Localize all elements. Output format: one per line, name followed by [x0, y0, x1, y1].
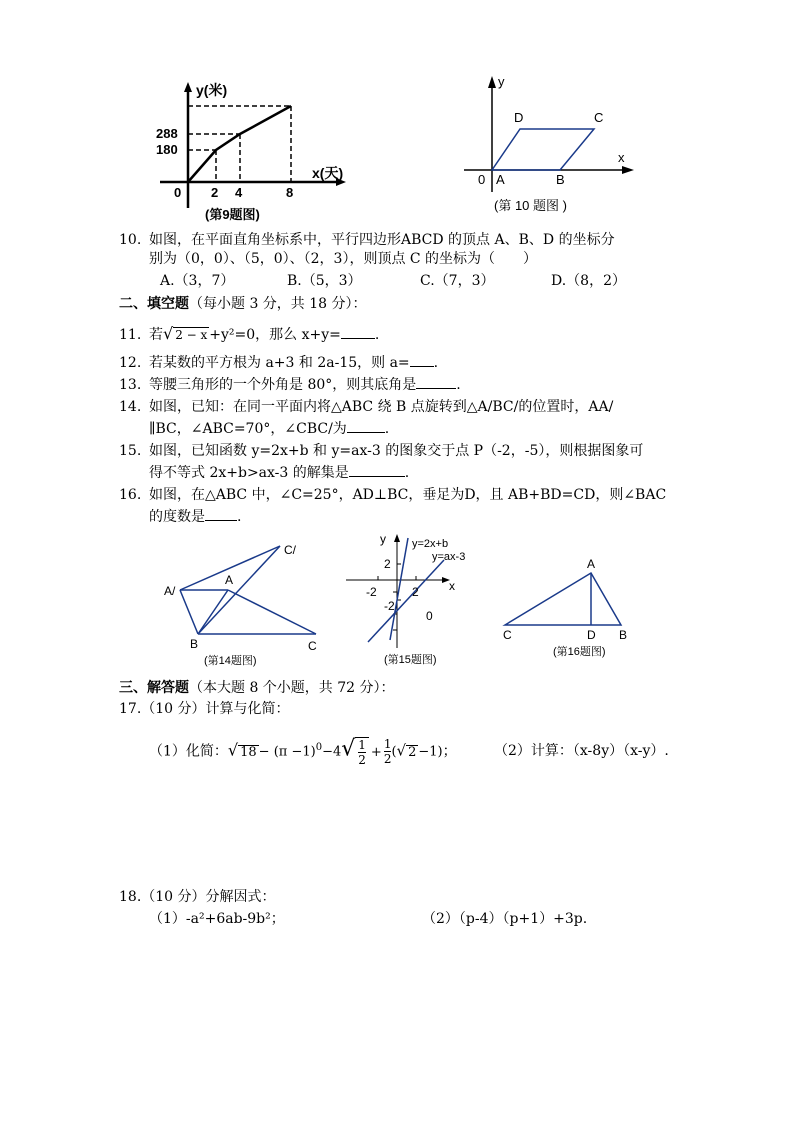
q17-radical-frac: √ — [341, 736, 356, 762]
q17-radical-2: √ — [396, 741, 407, 760]
q11-radical-sign: √ — [163, 324, 174, 343]
q14-line2-wrap — [149, 418, 389, 440]
q13-answer-blank — [416, 374, 456, 389]
q14-end: . — [384, 421, 390, 437]
section-2-title: 二、填空题 — [119, 296, 189, 312]
q17-part2: （2）计算：（x-8y）（x-y）. — [494, 743, 669, 759]
question-18 — [119, 886, 276, 908]
fig15-line2-label: y=ax-3 — [432, 551, 466, 563]
fig10-caption: (第 10 题图 ) — [494, 198, 567, 213]
figure-16-triangle — [495, 555, 645, 665]
q14-number: 14. — [119, 399, 142, 415]
q12-number: 12. — [119, 355, 142, 371]
fig10-label-b: B — [556, 172, 565, 187]
question-15 — [119, 440, 643, 462]
fig10-label-c: C — [594, 110, 604, 125]
figure-10-parallelogram — [460, 72, 640, 222]
q16-number: 16. — [119, 487, 142, 503]
section-2-note: （每小题 3 分，共 18 分）： — [189, 296, 367, 312]
q18-number: 18. — [119, 889, 142, 905]
fig16-caption: (第16题图) — [553, 646, 606, 658]
q10-line2: 别为（0，0）、（5，0）、（2，3），则顶点 C 的坐标为（ ） — [149, 251, 538, 267]
fig16-label-a: A — [587, 557, 596, 571]
q14-line1: 如图，已知：在同一平面内将△ABC 绕 B 点旋转到△A/BC/的位置时，AA/ — [149, 399, 614, 415]
q16-line2: 的度数是 — [149, 509, 205, 525]
q17-paren-open: ( — [391, 744, 397, 760]
fig9-xtick-2: 2 — [211, 185, 219, 200]
fig14-label-c: C — [308, 639, 317, 653]
q11-number: 11. — [119, 327, 142, 343]
q10-option-c: C.（7，3） — [420, 273, 495, 289]
section-2-heading — [119, 293, 367, 313]
q17-exp: 0 — [315, 742, 323, 753]
q18-part1: （1）-a²+6ab-9b²； — [149, 911, 285, 927]
fig9-origin: 0 — [174, 185, 182, 200]
q10-line1: 如图，在平面直角坐标系中，平行四边形ABCD 的顶点 A、B、D 的坐标分 — [149, 232, 615, 248]
section-3-title: 三、解答题 — [119, 680, 189, 696]
q15-end: . — [404, 465, 410, 481]
fig10-label-a: A — [496, 172, 505, 187]
q17-part1 — [149, 733, 457, 768]
section-3-heading — [119, 677, 395, 697]
q17-half-num: 1 — [383, 737, 392, 752]
fig15-zero: 0 — [426, 609, 433, 623]
fig9-ytick-288: 288 — [156, 126, 178, 141]
q17-sqrt18: 18 — [240, 744, 257, 760]
fig9-xtick-4: 4 — [235, 185, 243, 200]
fig9-xtick-8: 8 — [286, 185, 294, 200]
q16-line2-wrap — [149, 506, 241, 528]
fig14-label-b: B — [190, 637, 199, 651]
fig15-line-ax-3 — [368, 560, 444, 642]
fig15-x-label: x — [449, 579, 455, 593]
figure-15-function-graph — [340, 530, 480, 670]
q17-mid: − (π −1) — [258, 744, 316, 760]
figure-14-rotation — [160, 538, 330, 670]
fig10-x-label: x — [618, 150, 625, 165]
fig16-label-b: B — [619, 628, 628, 642]
fig15-xtick-m2: -2 — [366, 585, 377, 599]
q12-end: . — [433, 355, 439, 371]
section-3-note: （本大题 8 个小题，共 72 分）： — [189, 680, 395, 696]
fig15-caption: (第15题图) — [384, 654, 437, 666]
q14-line2: ∥BC，∠ABC=70°，∠CBC/为 — [149, 421, 347, 437]
question-13 — [119, 374, 461, 396]
q15-line1: 如图，已知函数 y=2x+b 和 y=ax-3 的图象交于点 P（-2，-5），则根据图象可 — [149, 443, 644, 459]
q15-line2: 得不等式 2x+b>ax-3 的解集是 — [149, 465, 349, 481]
q16-answer-blank — [205, 506, 237, 521]
question-17 — [119, 698, 290, 720]
q17-sqrt2: 2 — [408, 744, 417, 760]
fig16-label-d: D — [587, 628, 596, 642]
q11-answer-blank — [341, 324, 375, 339]
figure-9-graph — [150, 78, 370, 228]
q17-tail: −1) — [418, 744, 443, 760]
fig10-y-label: y — [498, 74, 505, 89]
q17-p1-end: ； — [442, 743, 457, 760]
fig9-y-label: y(米) — [196, 82, 228, 98]
q17-frac-half — [355, 737, 369, 767]
fig14-label-c1: C/ — [284, 543, 296, 557]
q10-option-b: B.（5，3） — [287, 273, 362, 289]
fig15-ytick-m2: -2 — [384, 599, 395, 613]
fig9-ytick-180: 180 — [156, 142, 178, 157]
q11-post: +y²=0，那么 x+y= — [209, 327, 341, 343]
q12-answer-blank — [410, 352, 434, 367]
fig16-label-c: C — [503, 628, 512, 642]
fig9-caption: (第9题图) — [205, 207, 260, 222]
q10-option-a: A.（3，7） — [160, 273, 235, 289]
q12-text: 若某数的平方根为 a+3 和 2a-15，则 a= — [149, 355, 410, 371]
q11-radicand: 2 − x — [175, 328, 208, 342]
fig15-ytick-2: 2 — [384, 557, 391, 571]
fig14-label-a: A — [225, 573, 234, 587]
q17-text: （10 分）计算与化简： — [141, 701, 290, 717]
q17-frac-den: 2 — [358, 752, 366, 767]
q11-pre: 若 — [149, 327, 163, 343]
q17-plus: + — [370, 744, 382, 760]
question-14 — [119, 396, 613, 418]
q17-frac-num: 1 — [358, 737, 366, 752]
q15-answer-blank — [349, 462, 405, 477]
q15-line2-wrap — [149, 462, 409, 484]
q17-number: 17. — [119, 701, 142, 717]
fig10-label-d: D — [514, 110, 524, 125]
q11-end: . — [374, 327, 380, 343]
fig14-caption: (第14题图) — [204, 655, 257, 667]
q17-half-den: 2 — [383, 752, 392, 767]
fig14-label-a1: A/ — [164, 584, 176, 598]
fig15-y-label: y — [380, 532, 386, 546]
q18-text: （10 分）分解因式： — [141, 889, 276, 905]
q13-text: 等腰三角形的一个外角是 80°，则其底角是 — [149, 377, 417, 393]
fig10-origin: 0 — [478, 172, 486, 187]
q17-radical-18: √ — [227, 740, 239, 760]
fig15-xtick-2: 2 — [412, 585, 419, 599]
question-12 — [119, 352, 438, 374]
q17-minus4: −4 — [322, 744, 342, 760]
q17-p1-label: （1）化简： — [149, 743, 228, 760]
q10-number: 10. — [119, 232, 142, 248]
q18-part2: （2）（p-4）（p+1）+3p. — [422, 911, 588, 927]
q13-end: . — [456, 377, 461, 393]
fig15-line-2x-b — [390, 538, 408, 640]
q13-number: 13. — [119, 377, 142, 393]
q15-number: 15. — [119, 443, 142, 459]
fig9-x-label: x(天) — [312, 165, 344, 181]
q10-option-d: D.（8，2） — [551, 273, 626, 289]
question-16 — [119, 484, 666, 506]
question-11 — [119, 323, 379, 346]
q16-end: . — [237, 509, 242, 525]
q14-answer-blank — [347, 418, 385, 433]
parallelogram-abcd — [492, 129, 594, 170]
q16-line1: 如图，在△ABC 中，∠C=25°，AD⊥BC，垂足为D，且 AB+BD=CD，则∠BAC — [149, 487, 667, 503]
fig15-line1-label: y=2x+b — [412, 538, 449, 550]
